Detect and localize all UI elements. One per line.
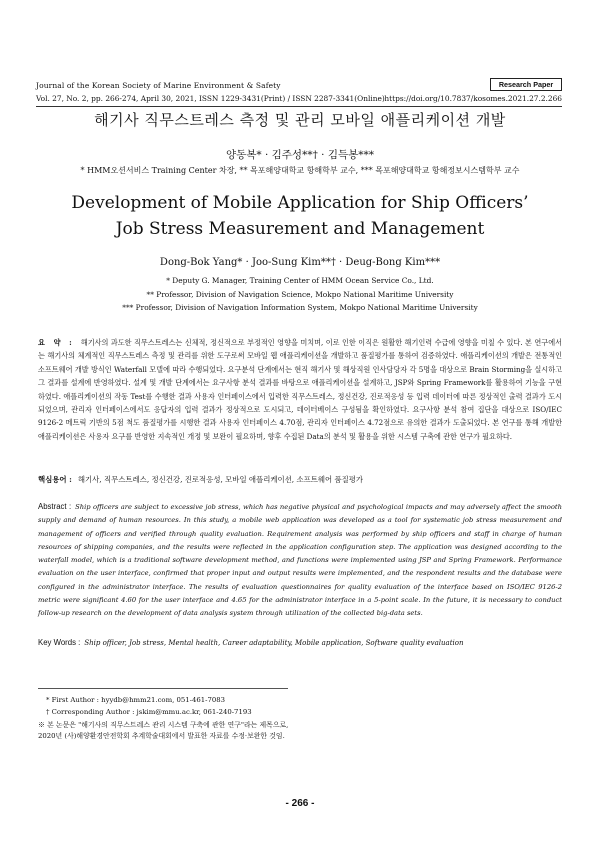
abstract-korean-text: 해기사의 과도한 직무스트레스는 신체적, 정신적으로 부정적인 영향을 미치며, 이로 인한 이직은 원활한 해기인력 수급에 영향을 미칠 수 있다. 본 연구에서는 해기사의 체계적인 직무스트레스 측정 및 관리를 위한 도구로써 모바일 웹 애플리케이션을 개발하고 품질평가를 통하여 검증하였다. 애플리케이션의 개발은 전통적인 소프트웨어 개발 방식인 Waterfall 모델에 따라 수행되었다. 요구분석 단계에서는 현직 해기사 및 해상직원 인사담당자 각 5명을 대상으로 Brain Storming을 실시하고 그 결과를 설계에 반영하였다. 설계 및 개발 단계에서는 요구사항 분석 결과를 바탕으로 애플리케이션을 설계하고, JSP와 Spring Framework를 활용하여 기능을 구현하였다. 애플리케이션의 작동 Test를 수행한 결과 사용자 인터페이스에서 입력한 직무스트레스, 정신건강, 진로적응성 등 입력 데이터에 따른 정상적인 출력 결과가 도시되었으며, 관리자 인터페이스에서도 응답자의 입력 결과가 정상적으로 도시되고, 데이터베이스 구성됨을 확인하였다. 요구사항 분석 참여 집단을 대상으로 ISO/IEC 9126-2 메트릭 기반의 5점 척도 품질평가를 시행한 결과 사용자 인터페이스 4.70점, 관리자 인터페이스 4.72점으로 유의한 결과가 도출되었다. 본 연구를 통해 개발한 애플리케이션은 사용자 요구를 반영한 지속적인 개정 및 보완이 필요하며, 향후 수집된 Data의 분석 및 활용을 위한 시스템 구축에 관한 연구가 필요하다. <box>38 338 563 441</box>
abstract-english <box>38 500 562 621</box>
affiliation-korean: * HMM오션서비스 Training Center 차장, ** 목포해양대학교 항해학부 교수, *** 목포해양대학교 항해정보시스템학부 교수 <box>80 166 520 175</box>
keywords-korean <box>38 474 562 485</box>
footnote-first-author: * First Author : hyydb@hmm21.com, 051-461-7083 <box>46 696 225 704</box>
abstract-english-text: Ship officers are subject to excessive job stress, which has negative physical and psychological impacts and may adversely affect the smooth supply and demand of human resources. In this study, a mobile web application was developed as a tool for systematic job stress measurement and management of officers and verified through quality evaluation. Requirement analysis was performed by ship officers and staff in charge of human resources of shipping companies, and the results were reflected in the application configuration step. The application was designed according to the waterfall model, which is a traditional software development method, and functions were implemented using JSP and Spring Framework. Performance evaluation on the user interface, confirmed that proper input and output results were implemented, and the respondent results and the database were configured in the administrator interface. The results of evaluation questionnaires for quality evaluation of the interface based on ISO/IEC 9126-2 metric were significant 4.60 for the user interface and 4.65 for the administrator interface in a 5-point scale. In the future, it is necessary to conduct follow-up research on the development of data analysis system through utilization of the collected big-data sets. <box>38 503 562 618</box>
abstract-korean-label: 요 약 : <box>38 338 75 347</box>
doi-link[interactable]: https://doi.org/10.7837/kosomes.2021.27.2.266 <box>384 94 562 103</box>
keywords-english <box>38 638 562 647</box>
affiliation-english-1: * Deputy G. Manager, Training Center of HMM Ocean Service Co., Ltd. <box>166 276 434 285</box>
page-number: - 266 - <box>285 798 315 809</box>
abstract-english-label: Abstract : <box>38 502 72 511</box>
authors-korean: 양동복* · 김주성**† · 김득봉*** <box>225 149 375 161</box>
title-english-line2: Job Stress Measurement and Management <box>115 219 485 239</box>
footnote-note: ※ 본 논문은 "해기사의 직무스트레스 관리 시스템 구축에 관한 연구"라는 제목으로, 2020년 (사)해양환경안전학회 추계학술대회에서 발표한 자료를 수정·보완한 것임. <box>38 721 289 740</box>
title-english-line1: Development of Mobile Application for Ship Officers’ <box>71 193 529 213</box>
header-rule <box>36 106 562 107</box>
affiliation-english-2: ** Professor, Division of Navigation Science, Mokpo National Maritime University <box>146 290 454 299</box>
keywords-english-label: Key Words : <box>38 638 81 647</box>
footnote-rule <box>38 688 288 689</box>
article-type-badge: Research Paper <box>490 78 562 91</box>
keywords-korean-text: 해기사, 직무스트레스, 정신건강, 진로적응성, 모바일 애플리케이션, 소프트웨어 품질평가 <box>77 475 364 484</box>
affiliation-english-3: *** Professor, Division of Navigation Information System, Mokpo National Maritime University <box>122 303 478 312</box>
journal-name: Journal of the Korean Society of Marine Environment & Safety <box>36 81 281 90</box>
keywords-korean-label: 핵심용어 : <box>38 475 72 484</box>
keywords-english-text: Ship officer, Job stress, Mental health, Career adaptability, Mobile application, Software quality evaluation <box>84 639 464 647</box>
footnote-corresponding-author: † Corresponding Author : jskim@mmu.ac.kr, 061-240-7193 <box>46 708 252 716</box>
abstract-korean <box>38 336 562 443</box>
title-korean: 해기사 직무스트레스 측정 및 관리 모바일 애플리케이션 개발 <box>94 111 506 129</box>
volume-issn-line: Vol. 27, No. 2, pp. 266-274, April 30, 2021, ISSN 1229-3431(Print) / ISSN 2287-3341(Online) <box>36 94 385 103</box>
authors-english: Dong-Bok Yang* · Joo-Sung Kim**† · Deug-Bong Kim*** <box>159 257 441 268</box>
